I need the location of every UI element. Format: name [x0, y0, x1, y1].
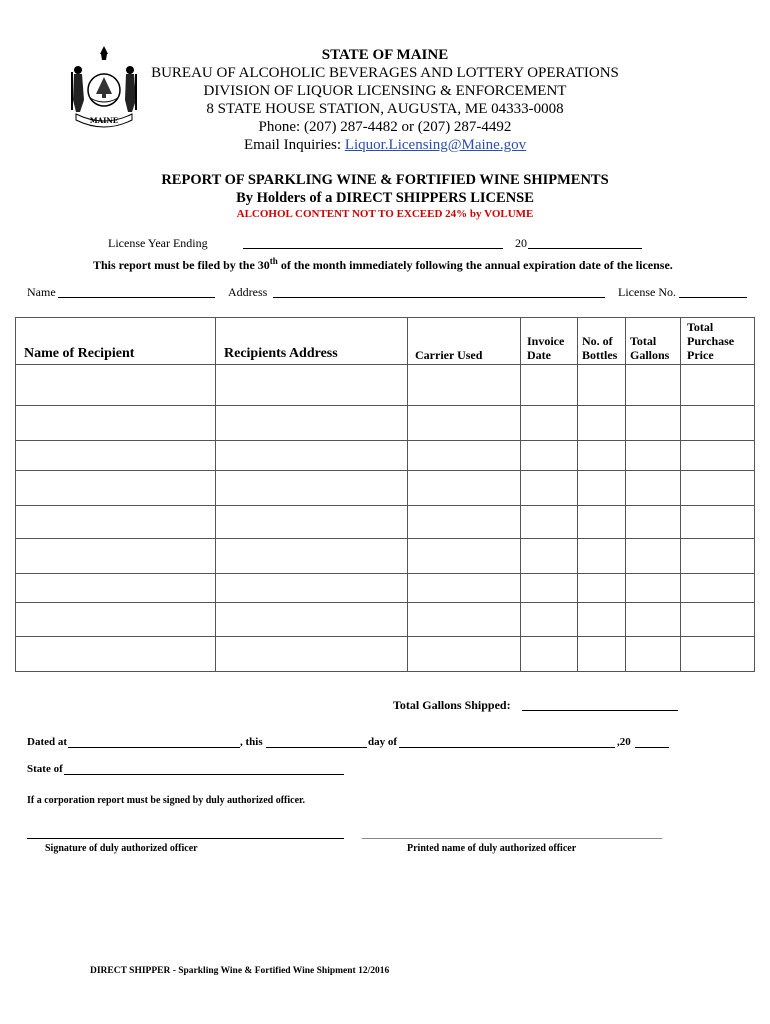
report-subtitle: By Holders of a DIRECT SHIPPERS LICENSE — [236, 190, 534, 206]
table-cell[interactable] — [408, 637, 521, 672]
form-footer: DIRECT SHIPPER - Sparkling Wine & Fortified Wine Shipment 12/2016 — [90, 966, 390, 976]
table-cell[interactable] — [626, 441, 681, 471]
table-cell[interactable] — [578, 365, 626, 406]
table-cell[interactable] — [216, 637, 408, 672]
total-gallons-label: Total Gallons Shipped: — [393, 698, 511, 712]
filing-notice-sup: th — [269, 256, 278, 266]
table-cell[interactable] — [578, 574, 626, 603]
table-cell[interactable] — [16, 603, 216, 637]
table-cell[interactable] — [626, 406, 681, 441]
col-recipients-address — [216, 318, 408, 365]
name-field[interactable] — [58, 297, 215, 298]
table-cell[interactable] — [681, 637, 755, 672]
table-cell[interactable] — [408, 441, 521, 471]
table-row — [16, 441, 755, 471]
maine-seal-icon — [68, 44, 140, 128]
table-row — [16, 539, 755, 574]
table-cell[interactable] — [626, 574, 681, 603]
email-line — [150, 136, 620, 154]
table-cell[interactable] — [16, 637, 216, 672]
bureau-name: BUREAU OF ALCOHOLIC BEVERAGES AND LOTTERY OPERATIONS — [151, 65, 619, 81]
table-cell[interactable] — [521, 637, 578, 672]
table-cell[interactable] — [681, 603, 755, 637]
table-cell[interactable] — [578, 603, 626, 637]
table-cell[interactable] — [216, 506, 408, 539]
table-cell[interactable] — [578, 471, 626, 506]
table-cell[interactable] — [16, 574, 216, 603]
table-cell[interactable] — [578, 539, 626, 574]
table-cell[interactable] — [578, 637, 626, 672]
report-title: REPORT OF SPARKLING WINE & FORTIFIED WINE SHIPMENTS — [161, 172, 609, 188]
table-cell[interactable] — [681, 574, 755, 603]
col-carrier-used — [408, 318, 521, 365]
filing-notice — [93, 256, 673, 273]
table-cell[interactable] — [681, 539, 755, 574]
printed-name-label: Printed name of duly authorized officer — [407, 843, 577, 854]
table-cell[interactable] — [578, 506, 626, 539]
table-row — [16, 506, 755, 539]
shipments-table — [15, 317, 755, 672]
dated-at-field[interactable] — [68, 747, 240, 748]
day-of-label: day of — [368, 736, 398, 748]
table-cell[interactable] — [521, 441, 578, 471]
col-no-of-bottles — [578, 318, 626, 365]
month-field[interactable] — [399, 747, 615, 748]
license-year-suffix-field[interactable] — [528, 248, 642, 249]
col-total-purchase-price — [681, 318, 755, 365]
table-cell[interactable] — [626, 603, 681, 637]
table-cell[interactable] — [681, 506, 755, 539]
table-cell[interactable] — [408, 539, 521, 574]
table-cell[interactable] — [408, 574, 521, 603]
table-row — [16, 471, 755, 506]
maine-state-seal — [68, 44, 140, 128]
table-row — [16, 637, 755, 672]
table-row — [16, 365, 755, 406]
year-label: ,20 — [617, 736, 631, 748]
col-total-gallons — [626, 318, 681, 365]
table-cell[interactable] — [626, 506, 681, 539]
header-line: Bottles — [582, 348, 618, 362]
state-of-label: State of — [27, 763, 63, 775]
division-name: DIVISION OF LIQUOR LICENSING & ENFORCEMENT — [203, 83, 567, 99]
table-cell[interactable] — [521, 365, 578, 406]
state-name: STATE OF MAINE — [321, 47, 449, 63]
day-field[interactable] — [266, 747, 367, 748]
table-cell[interactable] — [681, 406, 755, 441]
table-cell[interactable] — [408, 365, 521, 406]
table-header-row — [16, 318, 755, 365]
table-cell[interactable] — [216, 471, 408, 506]
table-cell[interactable] — [521, 603, 578, 637]
header-line: Invoice — [527, 334, 565, 348]
table-cell[interactable] — [216, 365, 408, 406]
phone-numbers: Phone: (207) 287-4482 or (207) 287-4492 — [258, 119, 512, 135]
header-line: Total — [630, 334, 657, 348]
name-label: Name — [27, 285, 56, 299]
table-cell[interactable] — [216, 539, 408, 574]
table-cell[interactable] — [626, 539, 681, 574]
table-cell[interactable] — [408, 506, 521, 539]
table-cell[interactable] — [681, 471, 755, 506]
header-line: Date — [527, 348, 551, 362]
table-cell[interactable] — [626, 637, 681, 672]
table-cell[interactable] — [626, 471, 681, 506]
dated-at-label: Dated at — [27, 736, 68, 748]
email-label: Email Inquiries: — [244, 137, 345, 153]
table-cell[interactable] — [626, 365, 681, 406]
header-line: Purchase — [687, 334, 735, 348]
signature-field[interactable] — [27, 838, 344, 839]
table-cell[interactable] — [216, 603, 408, 637]
table-cell[interactable] — [521, 471, 578, 506]
license-no-label: License No. — [618, 285, 676, 299]
table-cell[interactable] — [521, 574, 578, 603]
year-field[interactable] — [635, 747, 669, 748]
table-cell[interactable] — [216, 441, 408, 471]
license-year-prefix: 20 — [515, 236, 527, 250]
table-cell[interactable] — [16, 539, 216, 574]
table-body — [16, 365, 755, 672]
license-no-field[interactable] — [679, 297, 747, 298]
table-cell[interactable] — [16, 471, 216, 506]
table-row — [16, 574, 755, 603]
table-cell[interactable] — [16, 406, 216, 441]
table-cell[interactable] — [521, 406, 578, 441]
header-block — [150, 46, 620, 154]
header-line: Price — [687, 348, 714, 362]
table-cell[interactable] — [408, 603, 521, 637]
table-cell[interactable] — [216, 574, 408, 603]
total-gallons-field[interactable] — [522, 710, 678, 711]
table-cell[interactable] — [521, 539, 578, 574]
license-year-label: License Year Ending — [108, 236, 208, 250]
table-cell[interactable] — [216, 406, 408, 441]
table-cell[interactable] — [408, 471, 521, 506]
table-cell[interactable] — [578, 406, 626, 441]
table-row — [16, 406, 755, 441]
header-line: No. of — [582, 334, 613, 348]
address-label: Address — [228, 285, 268, 299]
this-label: , this — [240, 736, 263, 748]
table-row — [16, 603, 755, 637]
header-line: Gallons — [630, 348, 670, 362]
table-cell[interactable] — [408, 406, 521, 441]
col-invoice-date — [521, 318, 578, 365]
header-line: Total — [687, 320, 714, 334]
corporation-note: If a corporation report must be signed by duly authorized officer. — [27, 795, 306, 806]
mailing-address: 8 STATE HOUSE STATION, AUGUSTA, ME 04333-0008 — [206, 101, 564, 117]
license-year-field[interactable] — [243, 248, 503, 249]
filing-notice-before: This report must be filed by the 30 — [93, 258, 270, 272]
seal-text: MAINE — [89, 116, 119, 125]
table-cell[interactable] — [578, 441, 626, 471]
table-cell[interactable] — [16, 441, 216, 471]
email-link[interactable]: Liquor.Licensing@Maine.gov — [344, 137, 527, 153]
table-cell[interactable] — [681, 365, 755, 406]
filing-notice-after: of the month immediately following the annual expiration date of the license. — [277, 258, 673, 272]
table-cell[interactable] — [521, 506, 578, 539]
table-cell[interactable] — [681, 441, 755, 471]
alcohol-content-notice: ALCOHOL CONTENT NOT TO EXCEED 24% by VOLUME — [236, 208, 534, 220]
state-of-field[interactable] — [64, 774, 344, 775]
header-line: Name of Recipient — [24, 346, 135, 361]
address-field[interactable] — [273, 297, 605, 298]
header-line: Recipients Address — [224, 346, 338, 361]
table-cell[interactable] — [16, 365, 216, 406]
signature-label: Signature of duly authorized officer — [45, 843, 198, 854]
header-line: Carrier Used — [415, 348, 483, 362]
table-cell[interactable] — [16, 506, 216, 539]
printed-name-field[interactable] — [362, 838, 662, 839]
col-name-of-recipient — [16, 318, 216, 365]
